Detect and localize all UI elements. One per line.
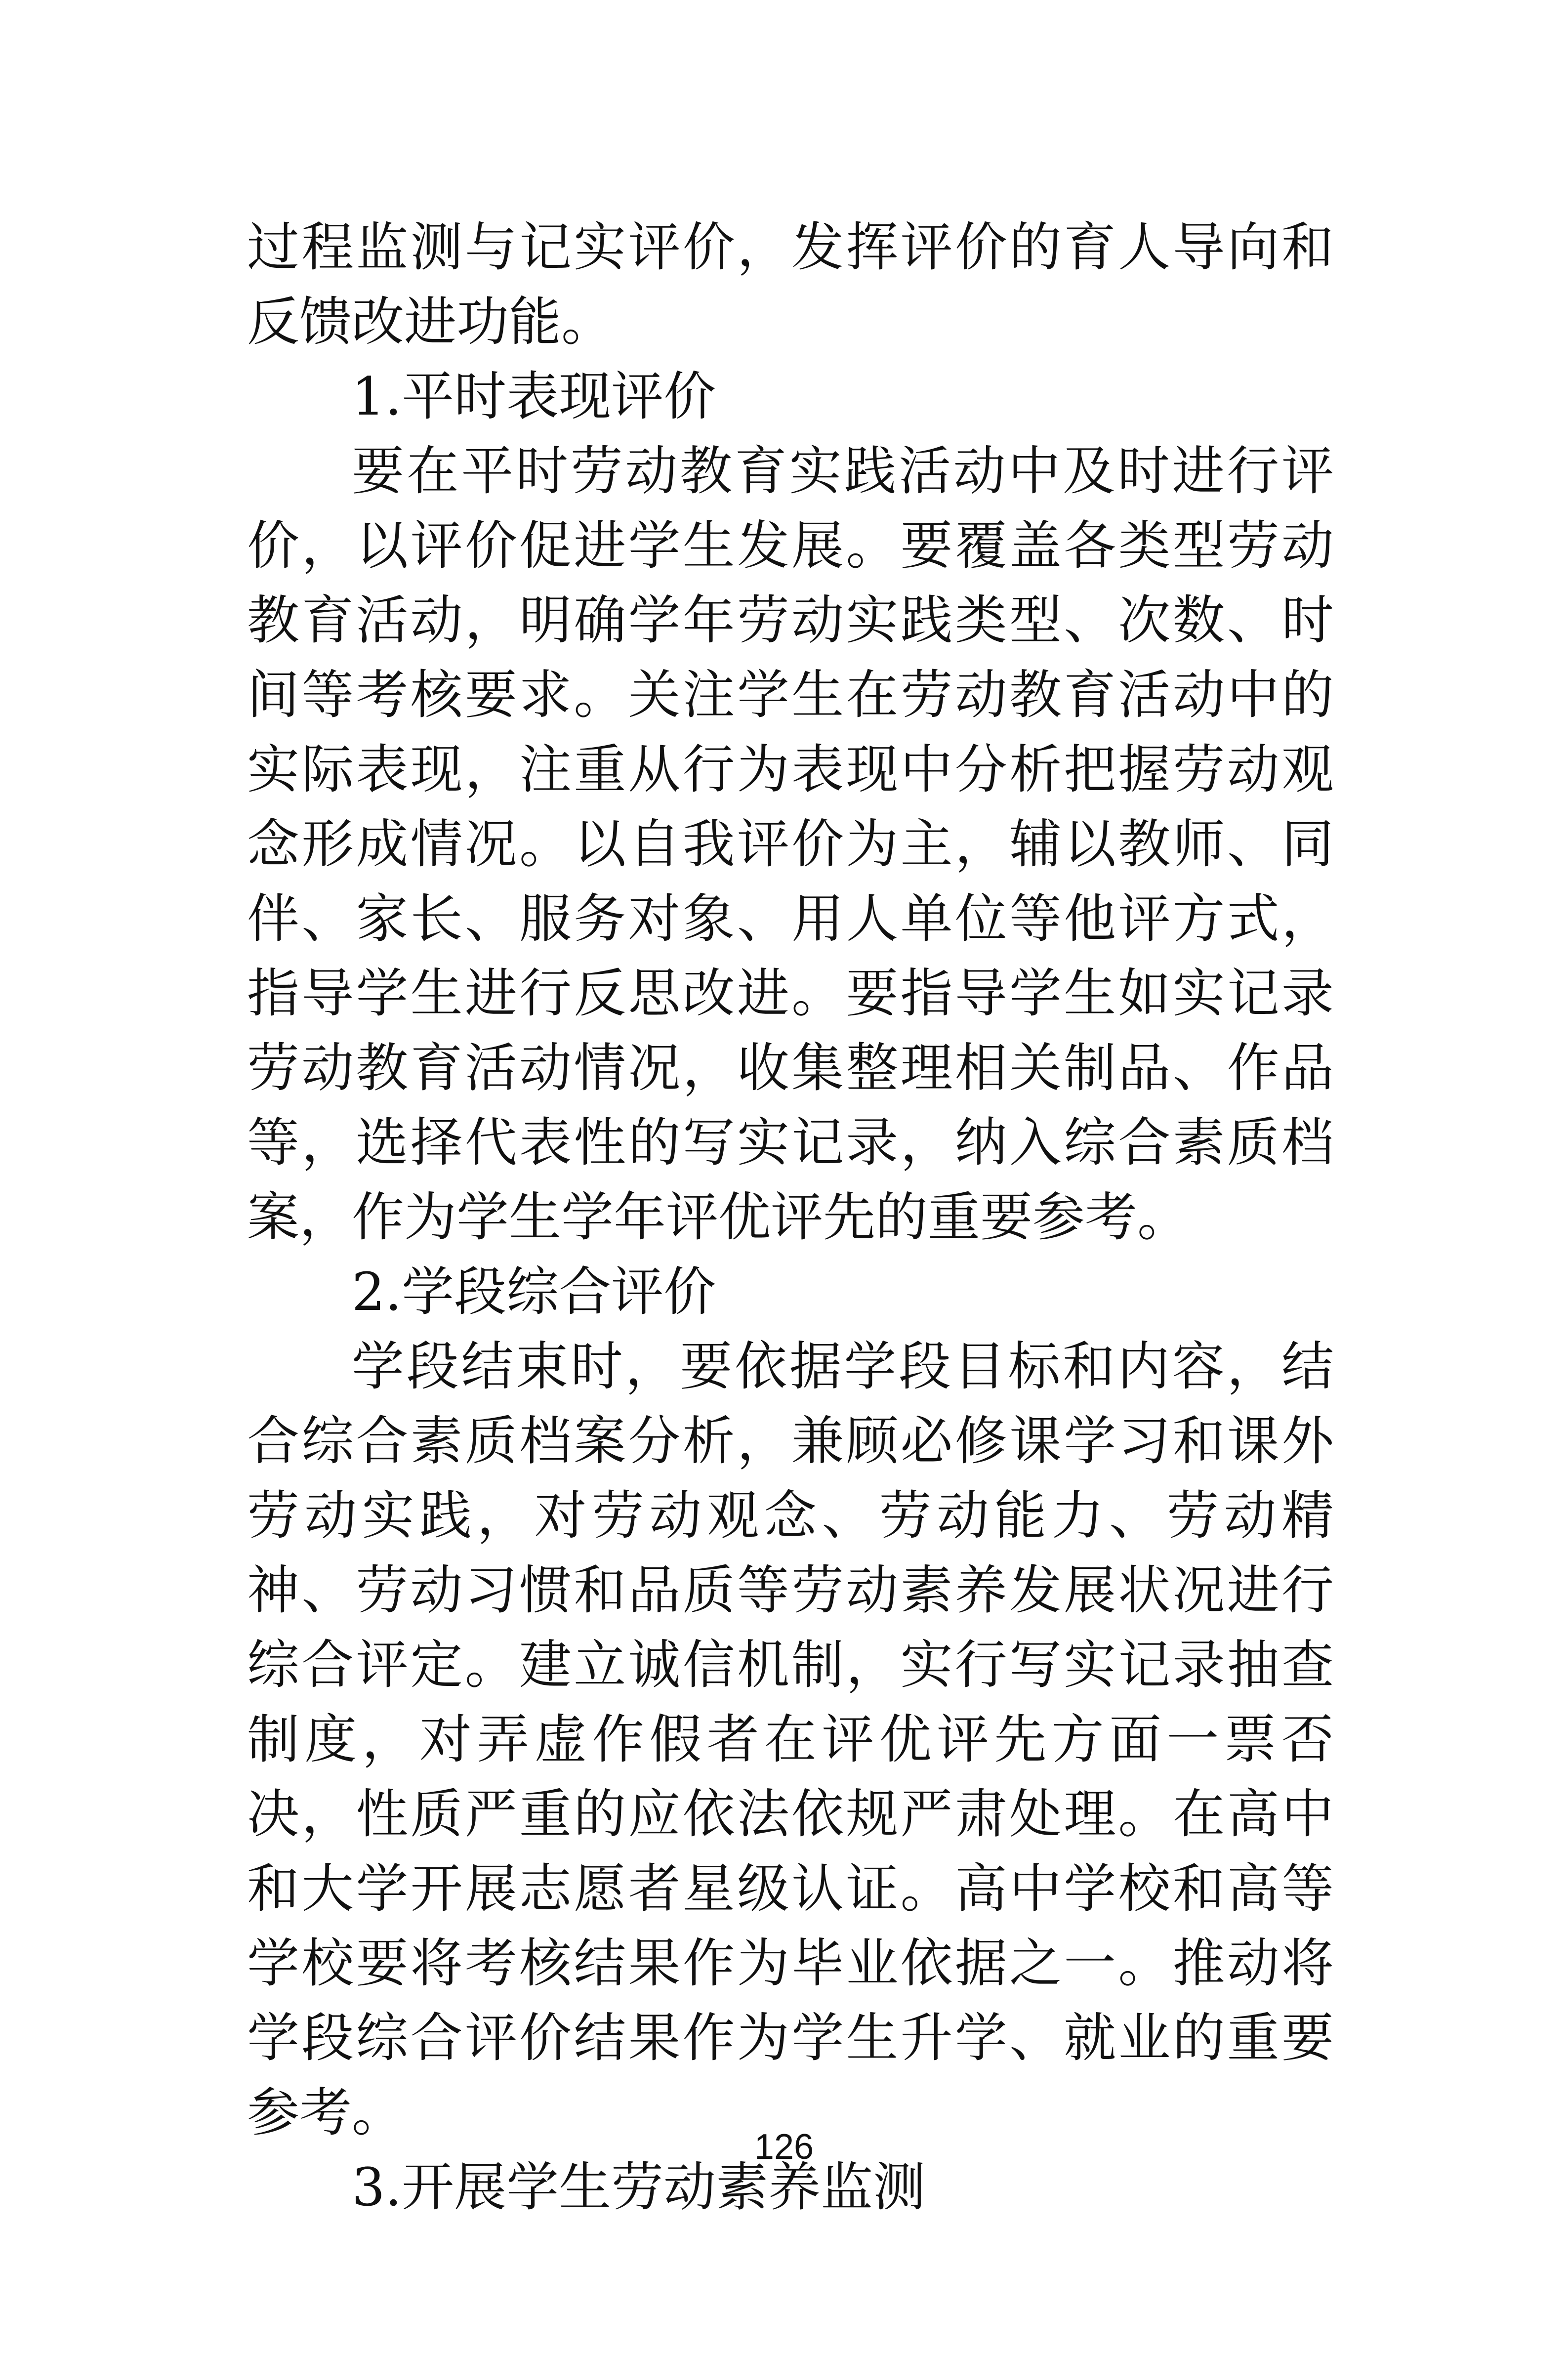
section-heading-2: 2.学段综合评价: [352, 1261, 716, 1322]
body-text: [247, 210, 1334, 2225]
paragraph-continuation: 过程监测与记实评价，发挥评价的育人导向和反馈改进功能。: [247, 217, 1334, 352]
paragraph-daily-evaluation: 要在平时劳动教育实践活动中及时进行评价，以评价促进学生发展。要覆盖各类型劳动教育活动，明确学年劳动实践类型、次数、时间等考核要求。关注学生在劳动教育活动中的实际表现，注重从行为表现中分析把握劳动观念形成情况。以自我评价为主，辅以教师、同伴、家长、服务对象、用人单位等他评方式，指导学生进行反思改进。要指导学生如实记录劳动教育活动情况，收集整理相关制品、作品等，选择代表性的写实记录，纳入综合素质档案，作为学生学年评优评先的重要参考。: [247, 441, 1334, 1248]
section-heading-3: 3.开展学生劳动素养监测: [352, 2157, 926, 2218]
paragraph-stage-evaluation: 学段结束时，要依据学段目标和内容，结合综合素质档案分析，兼顾必修课学习和课外劳动实践，对劳动观念、劳动能力、劳动精神、劳动习惯和品质等劳动素养发展状况进行综合评定。建立诚信机制，实行写实记录抽查制度，对弄虚作假者在评优评先方面一票否决，性质严重的应依法依规严肃处理。在高中和大学开展志愿者星级认证。高中学校和高等学校要将考核结果作为毕业依据之一。推动将学段综合评价结果作为学生升学、就业的重要参考。: [247, 1336, 1334, 2143]
section-heading-1: 1.平时表现评价: [352, 366, 716, 427]
page-number: 126: [754, 2127, 814, 2167]
